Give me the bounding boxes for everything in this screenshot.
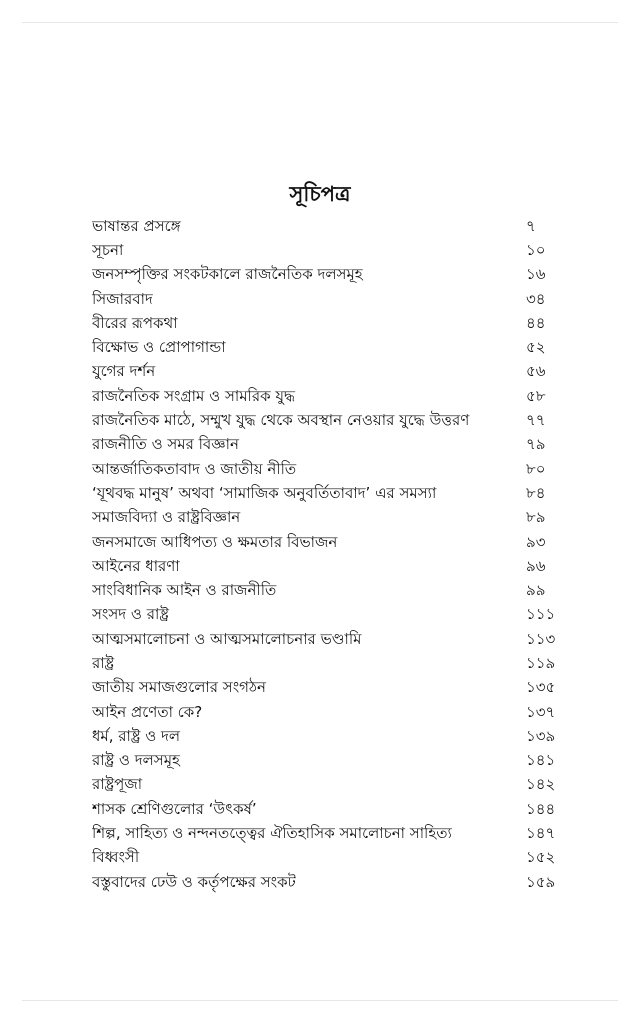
toc-entry-title: সিজারবাদ xyxy=(92,289,153,308)
toc-entry xyxy=(92,822,562,846)
toc-entry xyxy=(92,385,562,409)
toc-entry-page-number: ৯৬ xyxy=(526,556,546,575)
toc-entry-title: শাসক শ্রেণিগুলোর ‘উৎকর্ষ’ xyxy=(92,799,257,818)
toc-entry-title: ‘যূথবদ্ধ মানুষ’ অথবা ‘সামাজিক অনুবর্তিতাবাদ’ এর সমস্যা xyxy=(92,483,437,502)
page-title: সূচিপত্র xyxy=(289,182,351,207)
toc-entry-title: বিক্ষোভ ও প্রোপাগান্ডা xyxy=(92,338,226,357)
top-page-rule xyxy=(22,22,618,23)
toc-entry-title: সূচনা xyxy=(92,240,124,259)
toc-entry-page-number: ৪৪ xyxy=(526,313,546,332)
toc-entry-title: আন্তর্জাতিকতাবাদ ও জাতীয় নীতি xyxy=(92,459,297,478)
toc-entry-page-number: ৯৩ xyxy=(526,532,546,551)
toc-entry-page-number: ৭৯ xyxy=(526,435,546,454)
toc-entry-title: রাষ্ট্রপূজা xyxy=(92,775,143,794)
toc-entry-title: রাষ্ট্র xyxy=(92,654,115,672)
toc-entry-page-number: ১৪৪ xyxy=(526,799,556,818)
toc-entry-page-number: ৮০ xyxy=(526,459,546,478)
toc-entry-title: সংসদ ও রাষ্ট্র xyxy=(92,605,169,624)
toc-entry xyxy=(92,434,562,458)
toc-entry xyxy=(92,531,562,555)
toc-entry-title: আত্মসমালোচনা ও আত্মসমালোচনার ভণ্ডামি xyxy=(92,629,362,648)
toc-entry-title: জাতীয় সমাজগুলোর সংগঠন xyxy=(92,678,266,697)
toc-entry-page-number: ১১১ xyxy=(526,605,556,624)
toc-entry-page-number: ১৪১ xyxy=(526,751,556,770)
toc-entry-title: বস্তুবাদের ঢেউ ও কর্তৃপক্ষের সংকট xyxy=(92,872,296,891)
toc-entry xyxy=(92,336,562,360)
toc-entry xyxy=(92,239,562,263)
toc-entry-title: বিধ্বংসী xyxy=(92,848,140,867)
toc-entry-page-number: ৯৯ xyxy=(526,581,546,600)
toc-entry-title: শিল্প, সাহিত্য ও নন্দনতত্ত্বের ঐতিহাসিক সমালোচনা সাহিত্য xyxy=(92,824,452,843)
toc-entry-page-number: ৭৭ xyxy=(526,411,546,430)
toc-entry xyxy=(92,628,562,652)
toc-entry-title: রাজনৈতিক সংগ্রাম ও সামরিক যুদ্ধ xyxy=(92,386,295,405)
toc-entry xyxy=(92,312,562,336)
toc-entry xyxy=(92,361,562,385)
toc-entry-page-number: ১৫২ xyxy=(526,848,556,867)
toc-entry xyxy=(92,774,562,798)
bottom-page-rule xyxy=(22,1000,618,1001)
toc-entry-page-number: ১১৩ xyxy=(526,629,556,648)
toc-entry-title: রাজনৈতিক মাঠে, সম্মুখ যুদ্ধ থেকে অবস্থান নেওয়ার যুদ্ধে উত্তরণ xyxy=(92,411,470,430)
toc-entry-title: রাজনীতি ও সমর বিজ্ঞান xyxy=(92,435,239,454)
toc-entry-page-number: ১৩৫ xyxy=(526,678,556,697)
toc-entry-title: আইন প্রণেতা কে? xyxy=(92,702,203,721)
toc-entry-title: রাষ্ট্র ও দলসমূহ xyxy=(92,751,180,770)
toc-entry xyxy=(92,264,562,288)
toc-entry-page-number: ৫২ xyxy=(526,338,546,357)
toc-entry xyxy=(92,482,562,506)
toc-entry-page-number: ১৩৯ xyxy=(526,726,556,745)
toc-entry xyxy=(92,555,562,579)
toc-entry-page-number: ৩৪ xyxy=(526,289,546,308)
toc-entry-title: বীরের রূপকথা xyxy=(92,313,178,332)
toc-entry-title: যুগের দর্শন xyxy=(92,362,156,381)
toc-entry xyxy=(92,871,562,895)
toc-entry xyxy=(92,409,562,433)
toc-entry-page-number: ৭ xyxy=(526,216,536,235)
toc-entry xyxy=(92,847,562,871)
toc-entry xyxy=(92,507,562,531)
toc-entry-page-number: ১৪৭ xyxy=(526,824,556,843)
toc-entry xyxy=(92,458,562,482)
toc-entry-page-number: ১৬ xyxy=(526,265,546,284)
toc-entry xyxy=(92,604,562,628)
toc-entry xyxy=(92,677,562,701)
toc-entry-page-number: ১৪২ xyxy=(526,775,556,794)
toc-entry xyxy=(92,288,562,312)
toc-entry xyxy=(92,215,562,239)
toc-entry-page-number: ১৩৭ xyxy=(526,702,556,721)
toc-entry xyxy=(92,579,562,603)
toc-entry-page-number: ৮৪ xyxy=(526,483,546,502)
toc-entry-page-number: ৫৬ xyxy=(526,362,546,381)
toc-entry-title: সমাজবিদ্যা ও রাষ্ট্রবিজ্ঞান xyxy=(92,508,241,527)
toc-entry-title: ধর্ম, রাষ্ট্র ও দল xyxy=(92,726,181,745)
toc-entry xyxy=(92,652,562,676)
toc-entry-page-number: ১০ xyxy=(526,240,546,259)
toc-entry xyxy=(92,750,562,774)
toc-entry-title: জনসম্পৃক্তির সংকটকালে রাজনৈতিক দলসমূহ xyxy=(92,265,363,284)
toc-entry-title: জনসমাজে আধিপত্য ও ক্ষমতার বিভাজন xyxy=(92,532,338,551)
table-of-contents xyxy=(92,215,562,895)
toc-entry xyxy=(92,701,562,725)
toc-entry-page-number: ৮৯ xyxy=(526,508,546,527)
toc-entry-title: সাংবিধানিক আইন ও রাজনীতি xyxy=(92,581,277,600)
toc-entry-title: আইনের ধারণা xyxy=(92,556,180,575)
toc-entry xyxy=(92,725,562,749)
toc-entry-title: ভাষান্তর প্রসঙ্গে xyxy=(92,216,181,235)
toc-entry-page-number: ৫৮ xyxy=(526,386,546,405)
toc-entry xyxy=(92,798,562,822)
toc-entry-page-number: ১৫৯ xyxy=(526,872,556,891)
toc-entry-page-number: ১১৯ xyxy=(526,654,556,672)
